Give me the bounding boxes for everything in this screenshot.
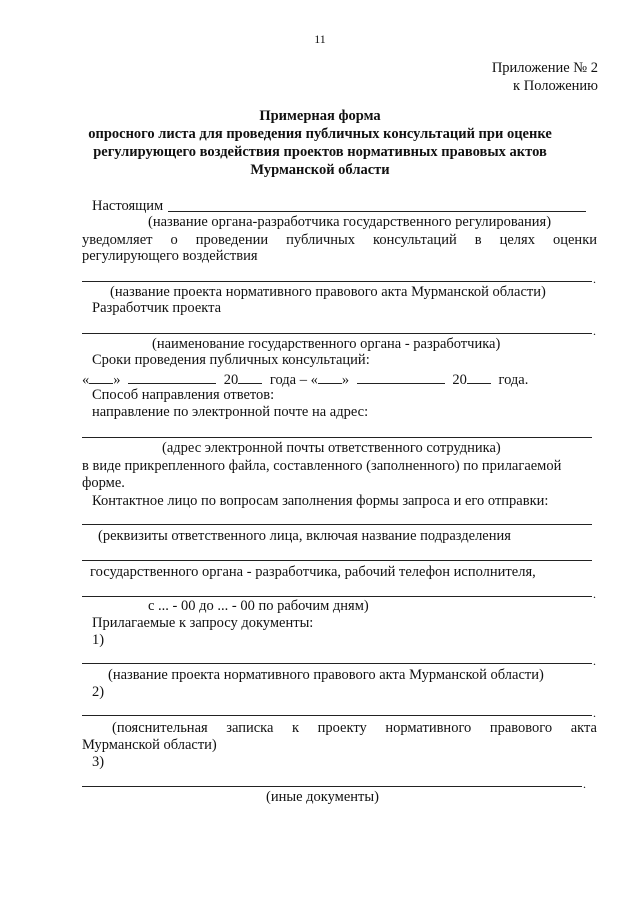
attachment-field-2[interactable] bbox=[82, 715, 592, 716]
title-line-4: Мурманской области bbox=[250, 162, 390, 178]
nastoyashchim-label: Настоящим bbox=[92, 198, 164, 214]
day-to-field[interactable] bbox=[318, 370, 342, 384]
gov-body-field[interactable] bbox=[82, 333, 592, 334]
period-dates: « » 20 года – « » 20 года. bbox=[82, 372, 529, 388]
day-from-field[interactable] bbox=[89, 370, 113, 384]
period-mark: . bbox=[593, 654, 596, 668]
caption-email: (адрес электронной почты ответственного сотрудника) bbox=[162, 440, 501, 456]
email-direction-label: направление по электронной почте на адрес: bbox=[92, 404, 369, 420]
caption-contact-2: государственного органа - разработчика, рабочий телефон исполнителя, bbox=[90, 564, 536, 580]
project-name-field-1[interactable] bbox=[82, 281, 592, 282]
contact-field-3[interactable] bbox=[82, 596, 592, 597]
file-line-1: в виде прикрепленного файла, составленного (заполненного) по прилагаемой bbox=[82, 458, 562, 474]
caption-gov-body: (наименование государственного органа - разработчика) bbox=[152, 336, 501, 352]
attachment-field-1[interactable] bbox=[82, 663, 592, 664]
project-developer-label: Разработчик проекта bbox=[92, 300, 222, 316]
notify-line-1: уведомляет о проведении публичных консультаций в целях оценки bbox=[82, 232, 597, 248]
contact-field-1[interactable] bbox=[82, 524, 592, 525]
file-line-2: форме. bbox=[82, 475, 125, 491]
title-line-1: Примерная форма bbox=[259, 108, 381, 124]
month-to-field[interactable] bbox=[357, 370, 445, 384]
item-3: 3) bbox=[92, 754, 105, 770]
appendix-line-2: к Положению bbox=[513, 78, 598, 94]
period-mark: . bbox=[593, 324, 596, 338]
period-mark: . bbox=[593, 706, 596, 720]
period-label: Сроки проведения публичных консультаций: bbox=[92, 352, 370, 368]
attached-docs-label: Прилагаемые к запросу документы: bbox=[92, 615, 314, 631]
notify-line-2: регулирующего воздействия bbox=[82, 248, 258, 264]
title-line-2: опросного листа для проведения публичных консультаций при оценке bbox=[88, 126, 552, 142]
caption-developer-org: (название органа-разработчика государственного регулирования) bbox=[148, 214, 552, 230]
period-mark: . bbox=[583, 777, 586, 791]
developer-org-field[interactable] bbox=[168, 211, 586, 212]
page-number: 11 bbox=[314, 32, 326, 46]
explanatory-line-1: (пояснительная записка к проекту нормативного правового акта bbox=[112, 720, 597, 736]
contact-person-label: Контактное лицо по вопросам заполнения формы запроса и его отправки: bbox=[92, 493, 549, 509]
explanatory-line-2: Мурманской области) bbox=[82, 737, 217, 753]
year-from-field[interactable] bbox=[238, 370, 262, 384]
caption-contact-3: с ... - 00 до ... - 00 по рабочим дням) bbox=[148, 598, 369, 614]
appendix-line-1: Приложение № 2 bbox=[491, 60, 598, 76]
period-mark: . bbox=[593, 272, 596, 286]
email-field[interactable] bbox=[82, 437, 592, 438]
month-from-field[interactable] bbox=[128, 370, 216, 384]
attachment-field-3[interactable] bbox=[82, 786, 582, 787]
caption-project-name-1: (название проекта нормативного правового акта Мурманской области) bbox=[110, 284, 546, 300]
response-method-label: Способ направления ответов: bbox=[92, 387, 275, 403]
item-2: 2) bbox=[92, 684, 105, 700]
item-1: 1) bbox=[92, 632, 105, 648]
caption-project-name-2: (название проекта нормативного правового акта Мурманской области) bbox=[108, 667, 544, 683]
period-mark: . bbox=[593, 587, 596, 601]
title-line-3: регулирующего воздействия проектов нормативных правовых актов bbox=[93, 144, 547, 160]
year-to-field[interactable] bbox=[467, 370, 491, 384]
contact-field-2[interactable] bbox=[82, 560, 592, 561]
caption-contact-1: (реквизиты ответственного лица, включая название подразделения bbox=[98, 528, 511, 544]
caption-other-docs: (иные документы) bbox=[266, 789, 379, 805]
